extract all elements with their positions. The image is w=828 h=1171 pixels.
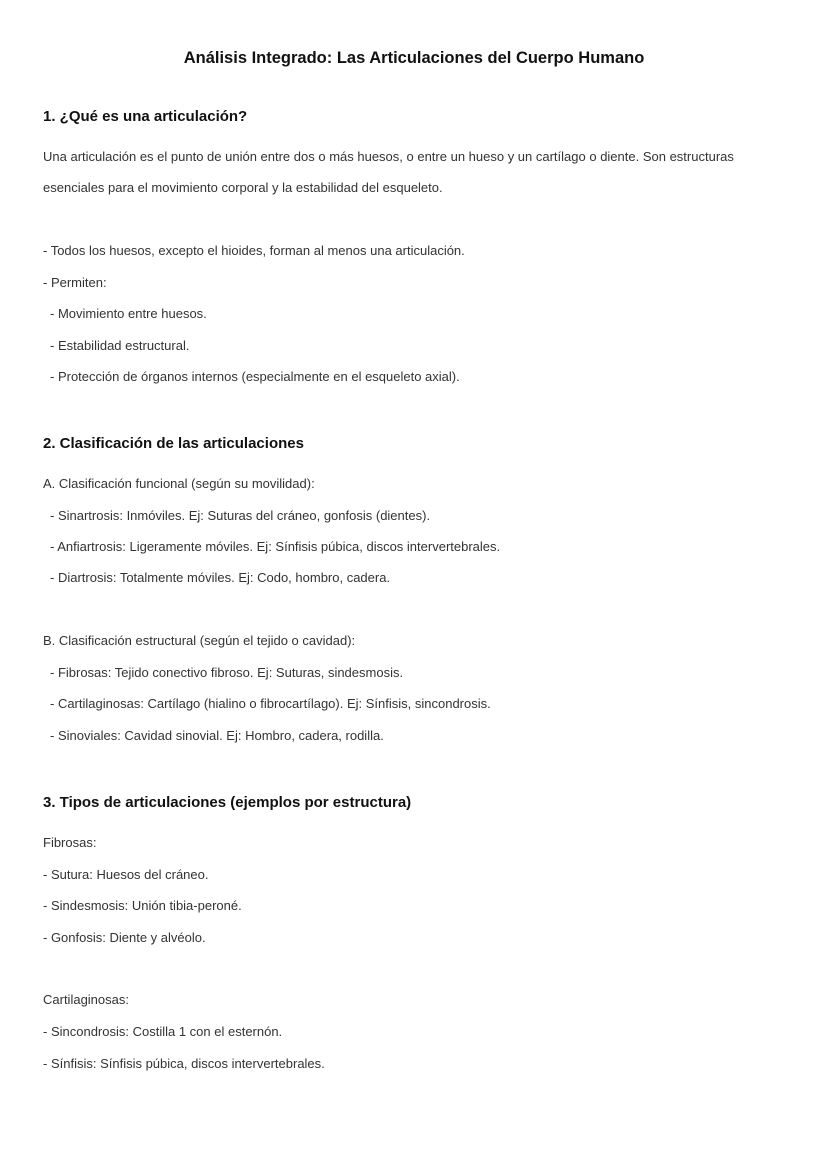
functional-classification-item: - Sinartrosis: Inmóviles. Ej: Suturas del cráneo, gonfosis (dientes).: [50, 508, 431, 523]
fibrosas-item: - Sindesmosis: Unión tibia-peroné.: [43, 898, 242, 913]
functional-classification-item: - Diartrosis: Totalmente móviles. Ej: Codo, hombro, cadera.: [50, 570, 391, 585]
structural-classification-item: - Fibrosas: Tejido conectivo fibroso. Ej: Suturas, sindesmosis.: [50, 665, 404, 680]
fibrosas-item: - Sutura: Huesos del cráneo.: [43, 867, 209, 882]
section-2-heading: 2. Clasificación de las articulaciones: [43, 435, 304, 452]
structural-classification-item: - Sinoviales: Cavidad sinovial. Ej: Hombro, cadera, rodilla.: [50, 728, 384, 743]
section-1-bullet: - Permiten:: [43, 275, 107, 290]
cartilaginosas-item: - Sincondrosis: Costilla 1 con el esternón.: [43, 1024, 283, 1039]
structural-classification-label: B. Clasificación estructural (según el tejido o cavidad):: [43, 633, 356, 648]
structural-classification-item: - Cartilaginosas: Cartílago (hialino o fibrocartílago). Ej: Sínfisis, sincondrosis.: [50, 696, 491, 711]
section-1-paragraph-line-2: esenciales para el movimiento corporal y la estabilidad del esqueleto.: [43, 180, 443, 195]
section-3-heading: 3. Tipos de articulaciones (ejemplos por estructura): [43, 794, 412, 811]
section-1-sub-bullet: - Estabilidad estructural.: [50, 338, 190, 353]
section-1-heading: 1. ¿Qué es una articulación?: [43, 108, 248, 125]
functional-classification-item: - Anfiartrosis: Ligeramente móviles. Ej: Sínfisis púbica, discos intervertebrales.: [50, 539, 501, 554]
functional-classification-label: A. Clasificación funcional (según su movilidad):: [43, 476, 315, 491]
fibrosas-item: - Gonfosis: Diente y alvéolo.: [43, 930, 206, 945]
fibrosas-label: Fibrosas:: [43, 835, 97, 850]
document-title: Análisis Integrado: Las Articulaciones del Cuerpo Humano: [183, 49, 645, 67]
section-1-paragraph-line-1: Una articulación es el punto de unión entre dos o más huesos, o entre un hueso y un cartílago o diente. Son estructuras: [43, 149, 734, 164]
cartilaginosas-label: Cartilaginosas:: [43, 992, 129, 1007]
section-1-sub-bullet: - Movimiento entre huesos.: [50, 306, 207, 321]
section-1-bullet: - Todos los huesos, excepto el hioides, forman al menos una articulación.: [43, 243, 465, 258]
section-1-sub-bullet: - Protección de órganos internos (especialmente en el esqueleto axial).: [50, 369, 460, 384]
cartilaginosas-item: - Sínfisis: Sínfisis púbica, discos intervertebrales.: [43, 1056, 325, 1071]
